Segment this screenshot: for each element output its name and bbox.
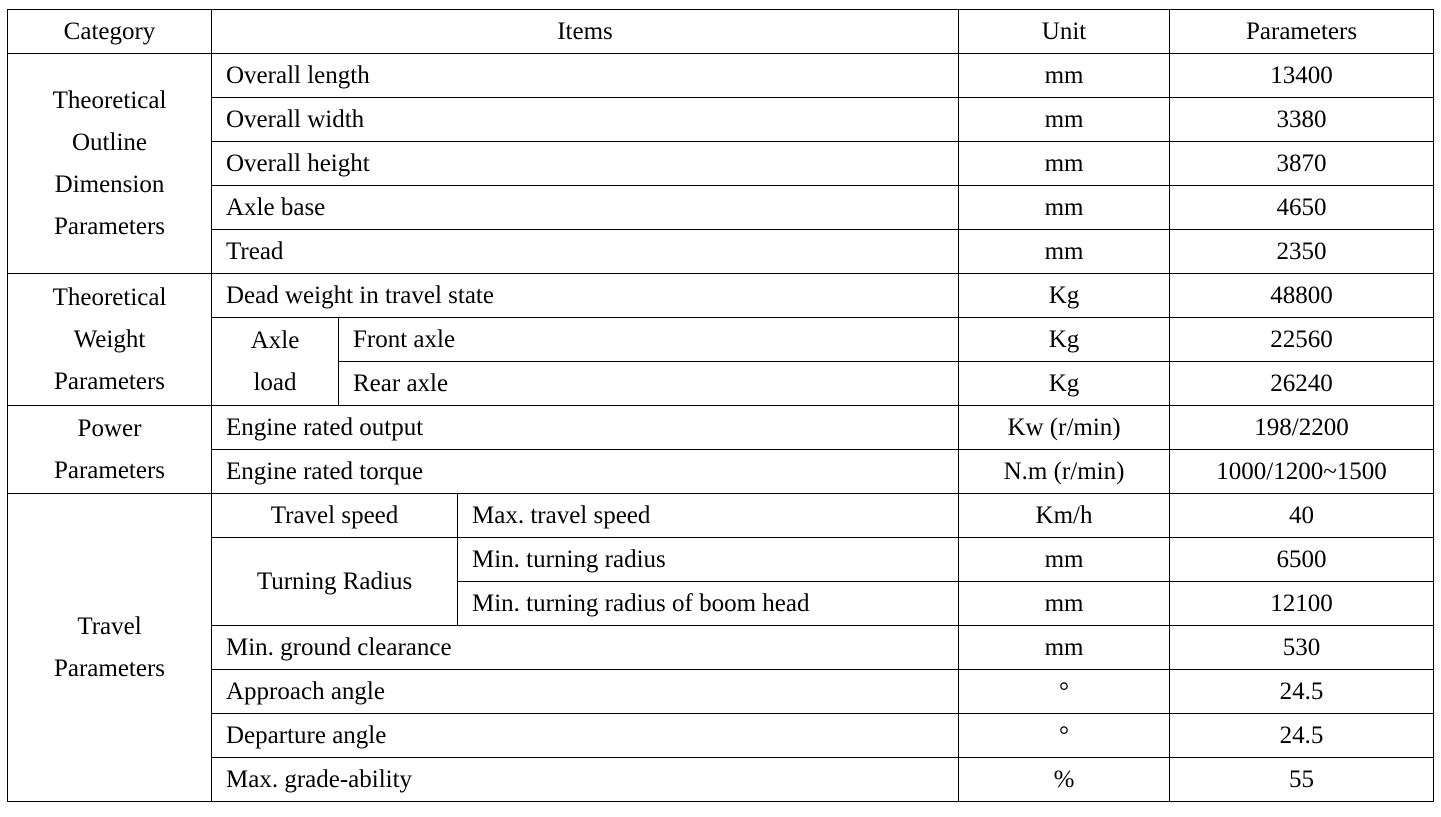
value-cell: 40 [1170, 494, 1434, 538]
value-cell: 6500 [1170, 538, 1434, 582]
item-cell: Front axle [339, 318, 959, 362]
unit-cell: Km/h [959, 494, 1170, 538]
category-line: Travel [77, 612, 142, 640]
table-row [8, 626, 1434, 670]
unit-cell: % [959, 758, 1170, 802]
table-row [8, 538, 1434, 582]
item-cell: Min. turning radius of boom head [458, 582, 959, 626]
category-line: Power [77, 414, 142, 442]
table-row [8, 318, 1434, 362]
item-cell: Overall length [212, 54, 959, 98]
category-weight [8, 274, 212, 406]
table-row [8, 450, 1434, 494]
table-row [8, 274, 1434, 318]
header-items: Items [212, 10, 959, 54]
value-cell: 24.5 [1170, 714, 1434, 758]
item-cell: Min. ground clearance [212, 626, 959, 670]
unit-cell: mm [959, 582, 1170, 626]
value-cell: 1000/1200~1500 [1170, 450, 1434, 494]
value-cell: 55 [1170, 758, 1434, 802]
unit-cell: Kw (r/min) [959, 406, 1170, 450]
table-row [8, 494, 1434, 538]
category-line: Parameters [53, 367, 166, 395]
unit-cell: Kg [959, 362, 1170, 406]
header-category: Category [8, 10, 212, 54]
value-cell: 26240 [1170, 362, 1434, 406]
category-line: Parameters [53, 654, 166, 682]
category-line: Theoretical [52, 283, 167, 311]
specification-table [7, 9, 1434, 802]
table-row [8, 758, 1434, 802]
item-cell: Approach angle [212, 670, 959, 714]
value-cell: 2350 [1170, 230, 1434, 274]
item-cell: Axle base [212, 186, 959, 230]
category-line: Parameters [53, 212, 166, 240]
unit-cell: mm [959, 186, 1170, 230]
unit-cell: mm [959, 230, 1170, 274]
axle-load-label [212, 318, 339, 406]
value-cell: 4650 [1170, 186, 1434, 230]
value-cell: 3380 [1170, 98, 1434, 142]
unit-cell: mm [959, 54, 1170, 98]
table-row [8, 98, 1434, 142]
unit-cell: N.m (r/min) [959, 450, 1170, 494]
value-cell: 198/2200 [1170, 406, 1434, 450]
category-line: Outline [72, 128, 147, 156]
category-line: Theoretical [52, 86, 167, 114]
header-unit: Unit [959, 10, 1170, 54]
category-power [8, 406, 212, 494]
unit-cell: mm [959, 142, 1170, 186]
item-cell: Tread [212, 230, 959, 274]
value-cell: 22560 [1170, 318, 1434, 362]
value-cell: 24.5 [1170, 670, 1434, 714]
table-row [8, 406, 1434, 450]
category-line: Dimension [54, 170, 165, 198]
item-cell: Rear axle [339, 362, 959, 406]
axle-load-line: load [253, 368, 297, 396]
unit-cell: mm [959, 98, 1170, 142]
value-cell: 12100 [1170, 582, 1434, 626]
value-cell: 530 [1170, 626, 1434, 670]
unit-cell: Kg [959, 318, 1170, 362]
unit-cell: ° [959, 714, 1170, 758]
category-line: Weight [73, 325, 146, 353]
item-cell: Engine rated torque [212, 450, 959, 494]
unit-cell: Kg [959, 274, 1170, 318]
value-cell: 48800 [1170, 274, 1434, 318]
table-row [8, 186, 1434, 230]
item-cell: Max. travel speed [458, 494, 959, 538]
unit-cell: mm [959, 538, 1170, 582]
unit-cell: ° [959, 670, 1170, 714]
category-outline [8, 54, 212, 274]
item-cell: Engine rated output [212, 406, 959, 450]
table-row [8, 670, 1434, 714]
turning-radius-label: Turning Radius [212, 538, 458, 626]
item-cell: Dead weight in travel state [212, 274, 959, 318]
item-cell: Overall width [212, 98, 959, 142]
travel-speed-label: Travel speed [212, 494, 458, 538]
category-line: Parameters [53, 456, 166, 484]
table-row [8, 714, 1434, 758]
table-row [8, 54, 1434, 98]
item-cell: Min. turning radius [458, 538, 959, 582]
item-cell: Max. grade-ability [212, 758, 959, 802]
table-row [8, 230, 1434, 274]
header-parameters: Parameters [1170, 10, 1434, 54]
header-row [8, 10, 1434, 54]
item-cell: Overall height [212, 142, 959, 186]
item-cell: Departure angle [212, 714, 959, 758]
unit-cell: mm [959, 626, 1170, 670]
value-cell: 13400 [1170, 54, 1434, 98]
value-cell: 3870 [1170, 142, 1434, 186]
category-travel [8, 494, 212, 802]
table-row [8, 142, 1434, 186]
axle-load-line: Axle [250, 326, 300, 354]
